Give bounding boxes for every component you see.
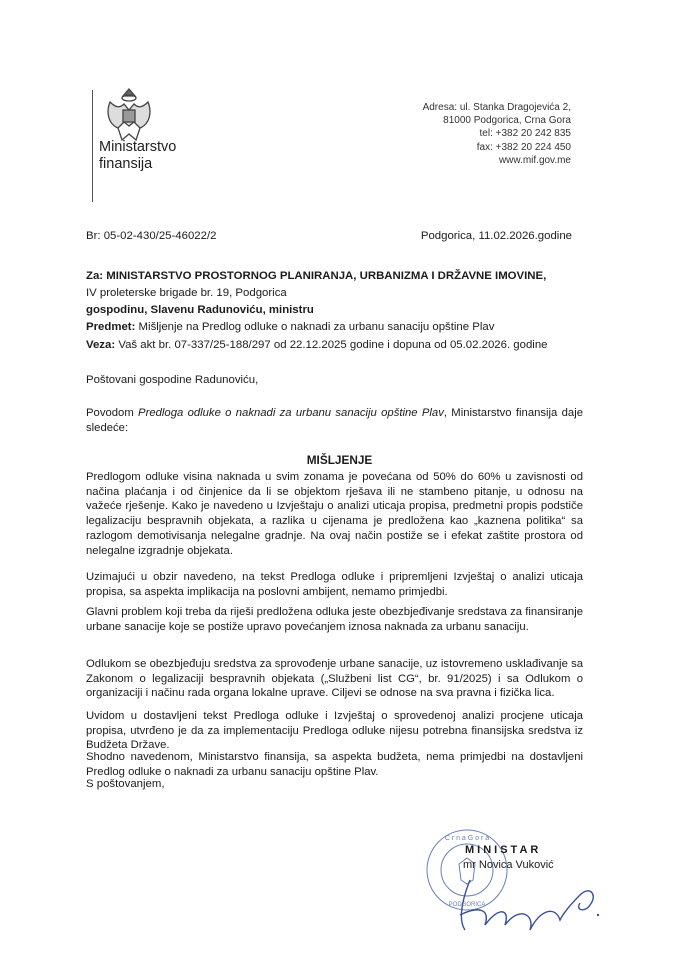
intro-paragraph — [86, 406, 583, 435]
paragraph-2: Uzimajući u obzir navedeno, na tekst Predloga odluke i pripremljeni Izvještaj o analizi uticaja propisa, sa aspekta implikacija na poslovni ambijent, nemamo primjedbi. — [86, 571, 583, 598]
svg-text:PODGORICA: PODGORICA — [448, 902, 486, 908]
salutation: Poštovani gospodine Radunoviću, — [86, 374, 259, 386]
intro-prefix: Povodom — [86, 407, 139, 419]
link-value: Vaš akt br. 07-337/25-188/297 od 22.12.2025 godine i dopuna od 05.02.2026. godine — [118, 339, 548, 351]
recipient-line — [86, 268, 546, 285]
signatory-name: mr Novica Vuković — [463, 859, 554, 871]
paragraph-6: Shodno navedenom, Ministarstvo finansija, sa aspekta budžeta, nema primjedbi na dostavljeni Predlog odluke o naknadi za urbanu sanaciju opštine Plav. — [86, 751, 583, 778]
address-tel: tel: +382 20 242 835 — [479, 128, 571, 140]
letterhead-divider — [92, 90, 93, 202]
reference-number: Br: 05-02-430/25-46022/2 — [86, 230, 217, 242]
ministry-name-line1: Ministarstvo — [99, 139, 177, 155]
place-date: Podgorica, 11.02.2026.godine — [420, 230, 572, 242]
handwritten-signature-icon — [440, 875, 620, 945]
recipient-person: gospodinu, Slavenu Radunoviću, ministru — [86, 304, 314, 316]
signatory-title: MINISTAR — [465, 844, 542, 856]
address-street: Adresa: ul. Stanka Dragojevića 2, — [422, 102, 571, 113]
subject-line — [86, 319, 494, 336]
subject-value: Mišljenje na Predlog odluke o naknadi za urbanu sanaciju opštine Plav — [138, 321, 495, 333]
recipient-address: IV proleterske brigade br. 19, Podgorica — [86, 287, 287, 299]
intro-italic: Predloga odluke o naknadi za urbanu sanaciju opštine Plav — [138, 407, 444, 419]
paragraph-4: Odlukom se obezbjeđuju sredstva za sprovođenje urbane sanacije, uz istovremeno usklađivanje sa Zakonom o legalizaciji bespravnih objekata („Službeni list CG“, br. 91/2025) i sa Odlukom o organizaciji i načinu rada organa lokalne uprave. Ciljevi se odnose na sva pravna i fizička lica. — [86, 658, 583, 700]
address-fax: fax: +382 20 224 450 — [476, 141, 571, 153]
recipient-name: MINISTARSTVO PROSTORNOG PLANIRANJA, URBANIZMA I DRŽAVNE IMOVINE, — [106, 270, 547, 282]
closing: S poštovanjem, — [86, 778, 165, 790]
ministry-address — [423, 101, 571, 167]
recipient-label: Za: — [86, 270, 104, 282]
ministry-name — [99, 139, 176, 173]
link-label: Veza: — [86, 339, 116, 351]
svg-text:C r n a G o r a: C r n a G o r a — [444, 835, 490, 842]
address-city: 81000 Podgorica, Crna Gora — [443, 115, 571, 127]
ministry-name-line2: finansija — [99, 156, 153, 172]
opinion-heading: MIŠLJENJE — [306, 453, 373, 467]
coat-of-arms-icon — [104, 86, 154, 144]
address-website: www.mif.gov.me — [498, 154, 571, 166]
paragraph-3: Glavni problem koji treba da riješi predložena odluka jeste obezbjeđivanje sredstava za finansiranje urbane sanacije koje se postiže upravo povećanjem iznosa naknada za urbanu sanaciju. — [86, 606, 583, 633]
paragraph-5: Uvidom u dostavljeni tekst Predloga odluke i Izvještaj o sprovedenoj analizi procjene uticaja propisa, utvrđeno je da za implementaciju Predloga odluke nijesu potrebna finansijska sredstva iz Budžeta Države. — [86, 710, 583, 752]
link-line — [86, 337, 548, 354]
intro-suffix: , Ministarstvo finansija daje sledeće: — [86, 407, 583, 434]
paragraph-1: Predlogom odluke visina naknada u svim zonama je povećana od 50% do 60% u zavisnosti od načina plaćanja i od činjenice da li se objektom rješava ili ne stambeno pitanje, u odnosu na važeće rješenje. Kako je navedeno u Izvještaju o analizi uticaja propisa, predmetni propis podstiče legalizaciju bespravnih objekata, a razlika u cijenama je predložena kao „kaznena politika“ sa razlogom demotivisanja nelegalne gradnje. Na ovaj način postiže se i efekat zaštite prostora od nelegalne izgradnje objekata. — [86, 471, 583, 557]
subject-label: Predmet: — [86, 321, 136, 333]
